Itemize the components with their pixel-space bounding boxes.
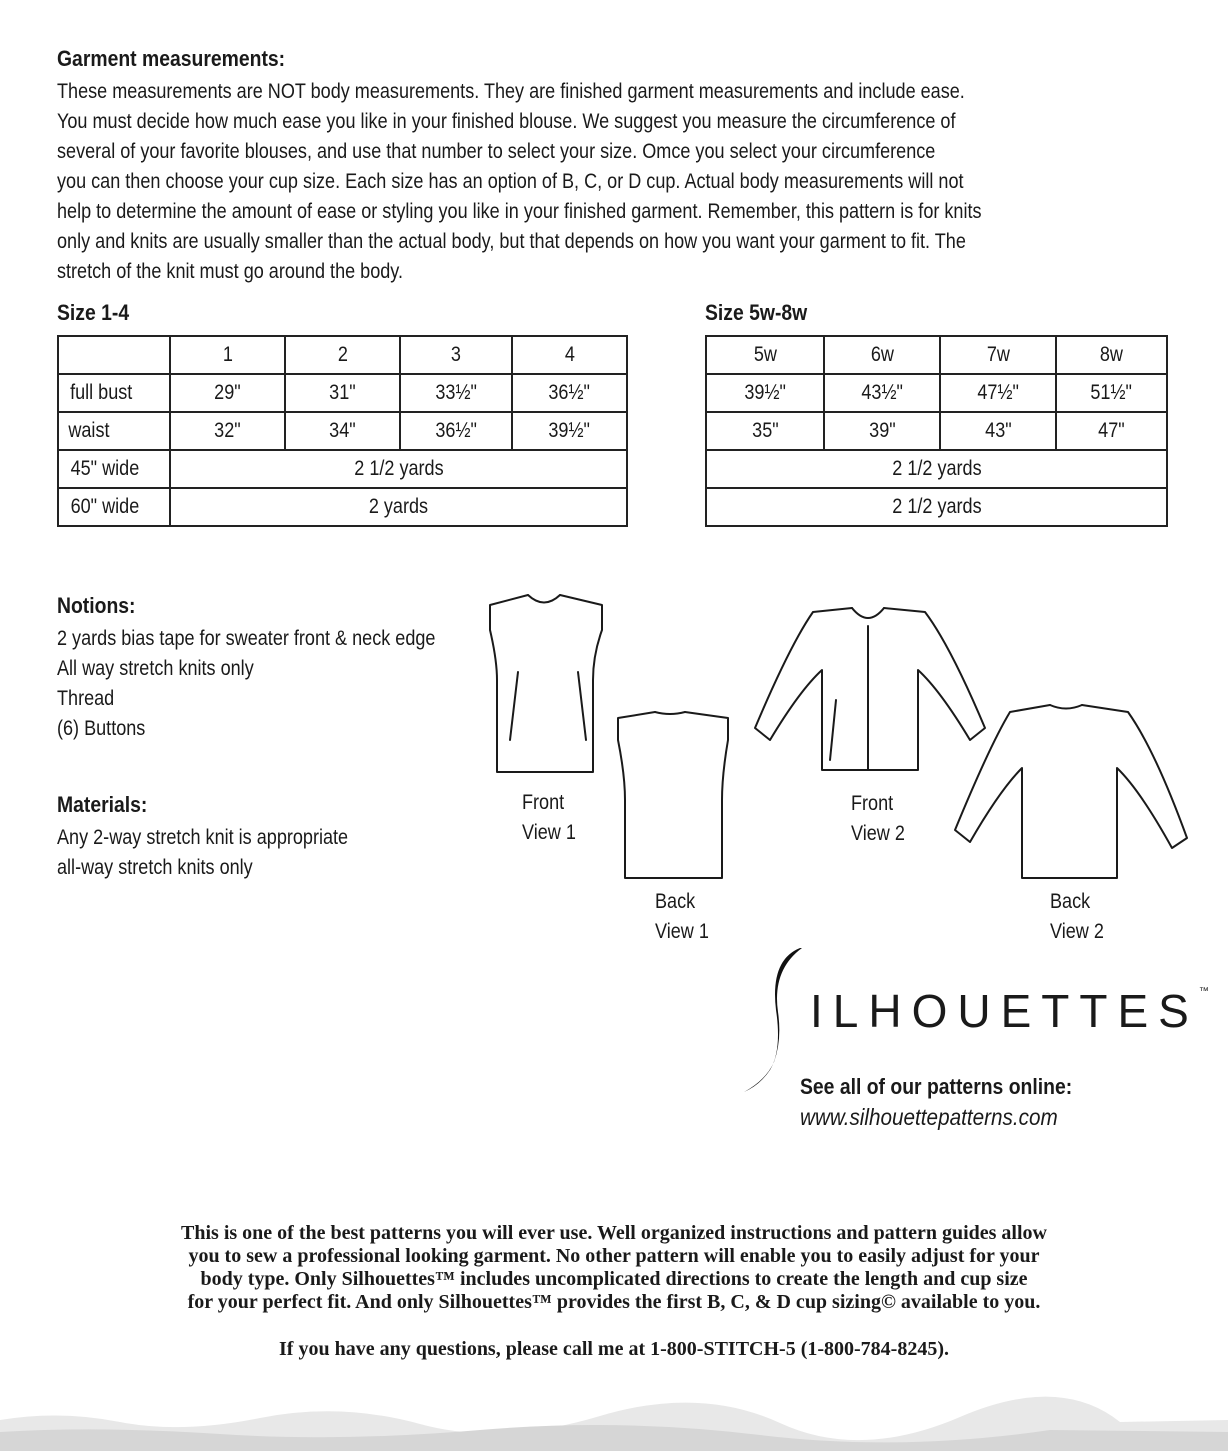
intro-line: help to determine the amount of ease or styling you like in your finished garment. Remember, this pattern is for knits — [57, 200, 982, 223]
table-header-cell: 4 — [512, 336, 627, 374]
table-cell: 47" — [1056, 412, 1167, 450]
table-cell: 51½" — [1056, 374, 1167, 412]
intro-line: You must decide how much ease you like in your finished blouse. We suggest you measure the circumference of — [57, 110, 956, 133]
table-cell: 31" — [285, 374, 400, 412]
list-item: 2 yards bias tape for sweater front & neck edge — [57, 627, 436, 650]
table-cell: 39½" — [512, 412, 627, 450]
caption-back-view-2: Back View 2 — [1050, 890, 1104, 943]
caption-back-view-1: Back View 1 — [655, 890, 709, 943]
back-view-1-illustration — [618, 712, 728, 878]
table-cell: 39½" — [706, 374, 824, 412]
footer-line: This is one of the best patterns you will ever use. Well organized instructions and pattern guides allow — [181, 1222, 1047, 1244]
table-header-cell: 7w — [940, 336, 1056, 374]
size-1-4-title: Size 1-4 — [57, 300, 130, 325]
intro-line: only and knits are usually smaller than the actual body, but that depends on how you want your garment to fit. The — [57, 230, 966, 253]
table-header-cell: 1 — [170, 336, 285, 374]
table-header-cell: 5w — [706, 336, 824, 374]
table-cell: 32" — [170, 412, 285, 450]
row-label-full-bust: full bust — [58, 374, 170, 412]
list-item: all-way stretch knits only — [57, 856, 253, 879]
table-header-cell: 8w — [1056, 336, 1167, 374]
torn-paper-edge — [0, 1390, 1228, 1451]
table-cell: 36½" — [400, 412, 512, 450]
table-header-cell: 6w — [824, 336, 940, 374]
table-cell: 33½" — [400, 374, 512, 412]
table-cell: 47½" — [940, 374, 1056, 412]
intro-line: These measurements are NOT body measurements. They are finished garment measurements and include ease. — [57, 80, 965, 103]
row-label-60-wide: 60" wide — [58, 488, 170, 526]
garment-measurements-title: Garment measurements: — [57, 46, 286, 71]
row-label-waist: waist — [58, 412, 170, 450]
caption-front-view-1: Front View 1 — [522, 791, 576, 844]
intro-line: stretch of the knit must go around the body. — [57, 260, 404, 283]
brand-url-link[interactable]: www.silhouettepatterns.com — [800, 1104, 1058, 1130]
footer-line: for your perfect fit. And only Silhouettes™ provides the first B, C, & D cup sizing© available to you. — [187, 1291, 1041, 1313]
brand-online-text: See all of our patterns online: — [800, 1074, 1073, 1099]
table-cell-yardage: 2 1/2 yards — [706, 450, 1167, 488]
intro-line: several of your favorite blouses, and use that number to select your size. Omce you select your circumference — [57, 140, 936, 163]
intro-line: you can then choose your cup size. Each size has an option of B, C, or D cup. Actual body measurements will not — [57, 170, 964, 193]
table-header-cell: 2 — [285, 336, 400, 374]
notions-title: Notions: — [57, 593, 136, 618]
front-view-2-illustration — [755, 608, 985, 770]
table-cell: 43½" — [824, 374, 940, 412]
footer-line: you to sew a professional looking garment. No other pattern will enable you to easily adjust for your — [188, 1245, 1040, 1267]
table-cell: 36½" — [512, 374, 627, 412]
back-view-2-illustration — [955, 705, 1187, 878]
table-cell-yardage: 2 1/2 yards — [706, 488, 1167, 526]
table-cell: 29" — [170, 374, 285, 412]
footer-phone-text: If you have any questions, please call me at 1-800-STITCH-5 (1-800-784-8245). — [279, 1338, 949, 1360]
size-5w-8w-title: Size 5w-8w — [705, 300, 808, 325]
front-view-1-illustration — [490, 595, 602, 772]
caption-front-view-2: Front View 2 — [851, 792, 905, 845]
silhouettes-logo-block — [740, 940, 1209, 1140]
table-cell: 34" — [285, 412, 400, 450]
table-cell-yardage: 2 yards — [170, 488, 627, 526]
list-item: Thread — [57, 687, 115, 710]
list-item: (6) Buttons — [57, 717, 146, 740]
table-header-cell: 3 — [400, 336, 512, 374]
table-cell: 43" — [940, 412, 1056, 450]
footer-promo-text — [40, 1222, 1188, 1314]
materials-title: Materials: — [57, 792, 148, 817]
table-cell: 39" — [824, 412, 940, 450]
table-cell-yardage: 2 1/2 yards — [170, 450, 627, 488]
row-label-45-wide: 45" wide — [58, 450, 170, 488]
list-item: All way stretch knits only — [57, 657, 254, 680]
footer-line: body type. Only Silhouettes™ includes uncomplicated directions to create the length and cup size — [200, 1268, 1028, 1290]
brand-name: ILHOUETTES™ — [810, 985, 1209, 1037]
list-item: Any 2-way stretch knit is appropriate — [57, 826, 349, 849]
table-cell: 35" — [706, 412, 824, 450]
